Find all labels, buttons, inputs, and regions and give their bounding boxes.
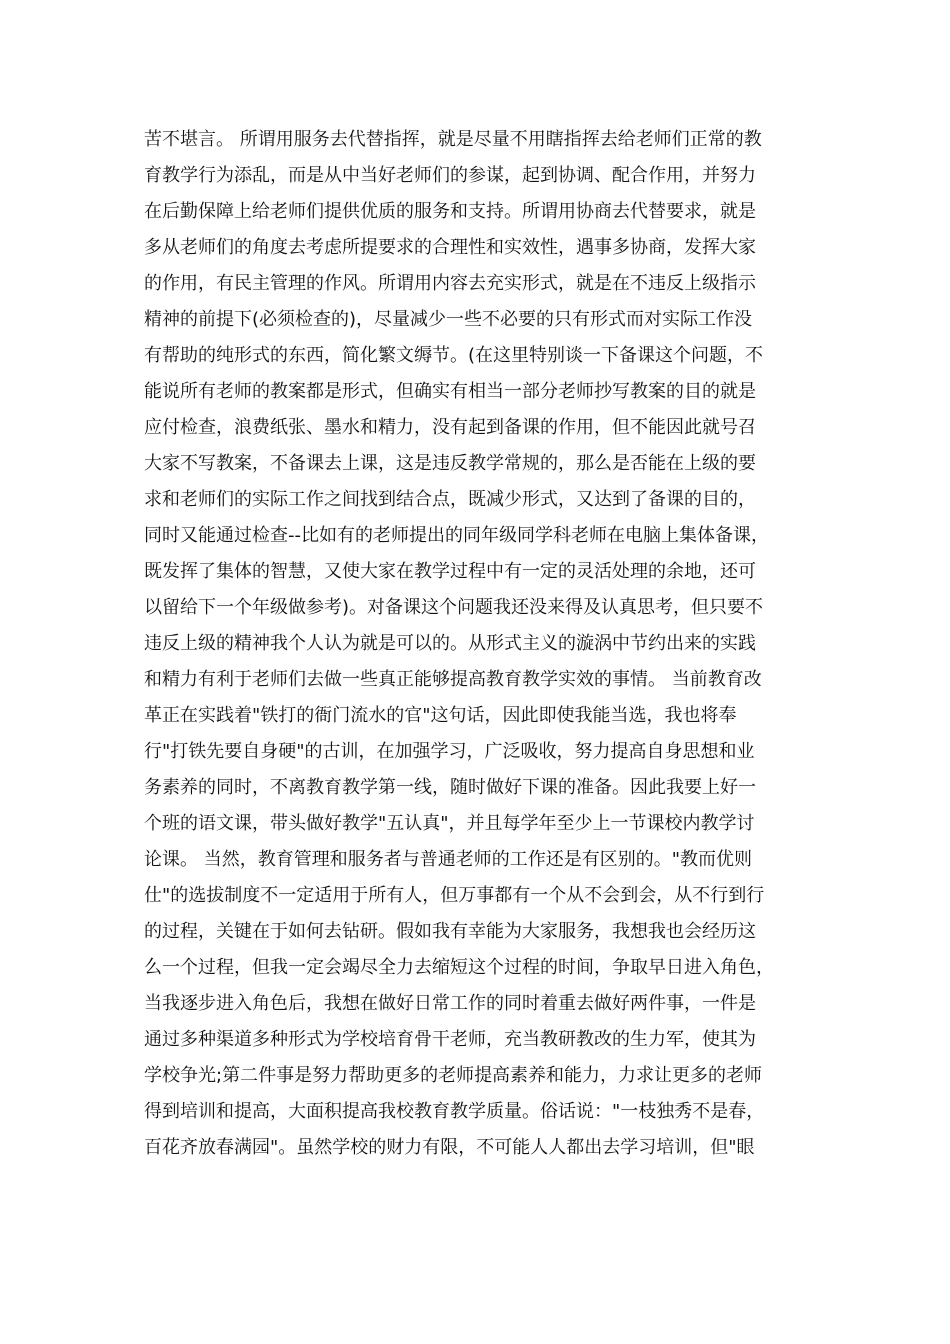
text-line: 学校争光;第二件事是努力帮助更多的老师提高素养和能力，力求让更多的老师 [144, 1065, 763, 1086]
text-line: 育教学行为添乱，而是从中当好老师们的参谋，起到协调、配合作用，并努力 [144, 165, 756, 186]
text-line: 既发挥了集体的智慧，又使大家在教学过程中有一定的灵活处理的余地，还可 [144, 561, 756, 582]
text-line: 多从老师们的角度去考虑所提要求的合理性和实效性，遇事多协商，发挥大家 [144, 237, 756, 258]
text-line: 得到培训和提高，大面积提高我校教育教学质量。俗话说："一枝独秀不是春， [144, 1101, 765, 1122]
text-line: 同时又能通过检查--比如有的老师提出的同年级同学科老师在电脑上集体备课， [144, 525, 769, 546]
body-text [144, 122, 824, 1166]
text-line: 百花齐放春满园"。虽然学校的财力有限，不可能人人都出去学习培训，但"眼 [144, 1137, 755, 1158]
text-line: 有帮助的纯形式的东西，简化繁文缛节。(在这里特别谈一下备课这个问题，不 [144, 345, 764, 366]
text-line: 行"打铁先要自身硬"的古训，在加强学习，广泛吸收，努力提高自身思想和业 [144, 741, 755, 762]
text-line: 大家不写教案，不备课去上课，这是违反教学常规的，那么是否能在上级的要 [144, 453, 756, 474]
text-line: 仕"的选拔制度不一定适用于所有人，但万事都有一个从不会到会，从不行到行 [144, 885, 765, 906]
text-line: 革正在实践着"铁打的衙门流水的官"这句话，因此即使我能当选，我也将奉 [144, 705, 737, 726]
text-line: 么一个过程，但我一定会竭尽全力去缩短这个过程的时间，争取早日进入角色， [144, 957, 774, 978]
text-line: 的作用，有民主管理的作风。所谓用内容去充实形式，就是在不违反上级指示 [144, 273, 756, 294]
text-line: 苦不堪言。 所谓用服务去代替指挥，就是尽量不用瞎指挥去给老师们正常的教 [144, 129, 762, 150]
text-line: 论课。 当然，教育管理和服务者与普通老师的工作还是有区别的。"教而优则 [144, 849, 752, 870]
text-line: 应付检查，浪费纸张、墨水和精力，没有起到备课的作用，但不能因此就号召 [144, 417, 756, 438]
text-line: 精神的前提下(必须检查的)，尽量减少一些不必要的只有形式而对实际工作没 [144, 309, 753, 330]
text-line: 求和老师们的实际工作之间找到结合点，既减少形式，又达到了备课的目的， [144, 489, 756, 510]
text-line: 在后勤保障上给老师们提供优质的服务和支持。所谓用协商去代替要求，就是 [144, 201, 756, 222]
text-line: 违反上级的精神我个人认为就是可以的。从形式主义的漩涡中节约出来的实践 [144, 633, 756, 654]
text-line: 以留给下一个年级做参考)。对备课这个问题我还没来得及认真思考，但只要不 [144, 597, 764, 618]
text-line: 个班的语文课，带头做好教学"五认真"，并且每学年至少上一节课校内教学讨 [144, 813, 755, 834]
text-line: 务素养的同时，不离教育教学第一线，随时做好下课的准备。因此我要上好一 [144, 777, 756, 798]
text-line: 能说所有老师的教案都是形式，但确实有相当一部分老师抄写教案的目的就是 [144, 381, 756, 402]
text-line: 通过多种渠道多种形式为学校培育骨干老师，充当教研教改的生力军，使其为 [144, 1029, 756, 1050]
text-line: 当我逐步进入角色后，我想在做好日常工作的同时着重去做好两件事，一件是 [144, 993, 756, 1014]
text-line: 和精力有利于老师们去做一些真正能够提高教育教学实效的事情。 当前教育改 [144, 669, 762, 690]
text-line: 的过程，关键在于如何去钻研。假如我有幸能为大家服务，我想我也会经历这 [144, 921, 756, 942]
